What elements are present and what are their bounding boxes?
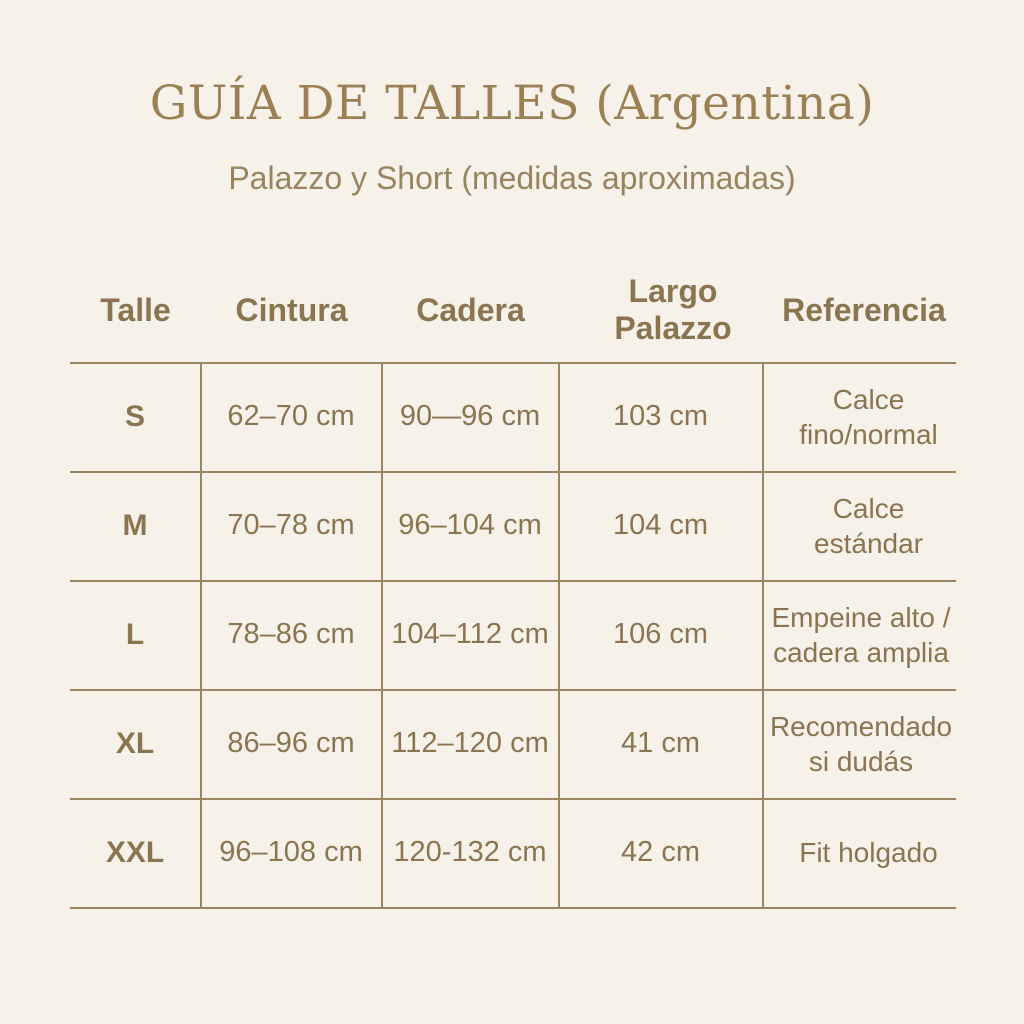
table-divider xyxy=(70,907,956,909)
table-cell-cadera: 104–112 cm xyxy=(391,618,549,651)
table-cell-talle: M xyxy=(122,508,148,542)
page-title: GUÍA DE TALLES (Argentina) xyxy=(149,76,875,131)
column-divider xyxy=(762,362,764,908)
table-cell-cadera: 112–120 cm xyxy=(391,727,549,760)
table-cell-talle: L xyxy=(125,617,145,651)
table-cell-largo: 41 cm xyxy=(621,727,700,760)
header-referencia: Referencia xyxy=(782,291,946,328)
table-cell-largo: 103 cm xyxy=(612,400,709,433)
table-cell-cintura: 70–78 cm xyxy=(227,509,355,542)
table-cell-referencia: Calce estándar xyxy=(814,492,923,559)
table-cell-cintura: 62–70 cm xyxy=(227,400,355,433)
header-largo-palazzo: Largo Palazzo xyxy=(614,273,732,346)
header-cintura: Cintura xyxy=(235,291,348,328)
table-cell-talle: XL xyxy=(115,726,155,760)
table-cell-cintura: 78–86 cm xyxy=(227,618,355,651)
table-cell-cadera: 90—96 cm xyxy=(399,400,541,433)
table-cell-talle: XXL xyxy=(105,835,165,869)
table-cell-largo: 104 cm xyxy=(612,509,709,542)
table-cell-cadera: 96–104 cm xyxy=(398,509,542,542)
table-cell-cintura: 96–108 cm xyxy=(219,836,363,869)
table-cell-referencia: Fit holgado xyxy=(799,837,938,868)
table-cell-referencia: Recomendado si dudás xyxy=(769,710,953,777)
table-cell-largo: 106 cm xyxy=(612,618,709,651)
table-cell-referencia: Calce fino/normal xyxy=(799,383,938,450)
table-cell-cadera: 120-132 cm xyxy=(393,836,547,869)
header-talle: Talle xyxy=(100,291,171,328)
table-cell-cintura: 86–96 cm xyxy=(227,727,355,760)
table-cell-referencia: Empeine alto / cadera amplia xyxy=(771,601,951,668)
table-cell-largo: 42 cm xyxy=(621,836,700,869)
page-subtitle: Palazzo y Short (medidas aproximadas) xyxy=(228,160,796,196)
header-cadera: Cadera xyxy=(416,291,525,328)
size-table xyxy=(70,362,956,908)
table-cell-talle: S xyxy=(124,399,145,433)
